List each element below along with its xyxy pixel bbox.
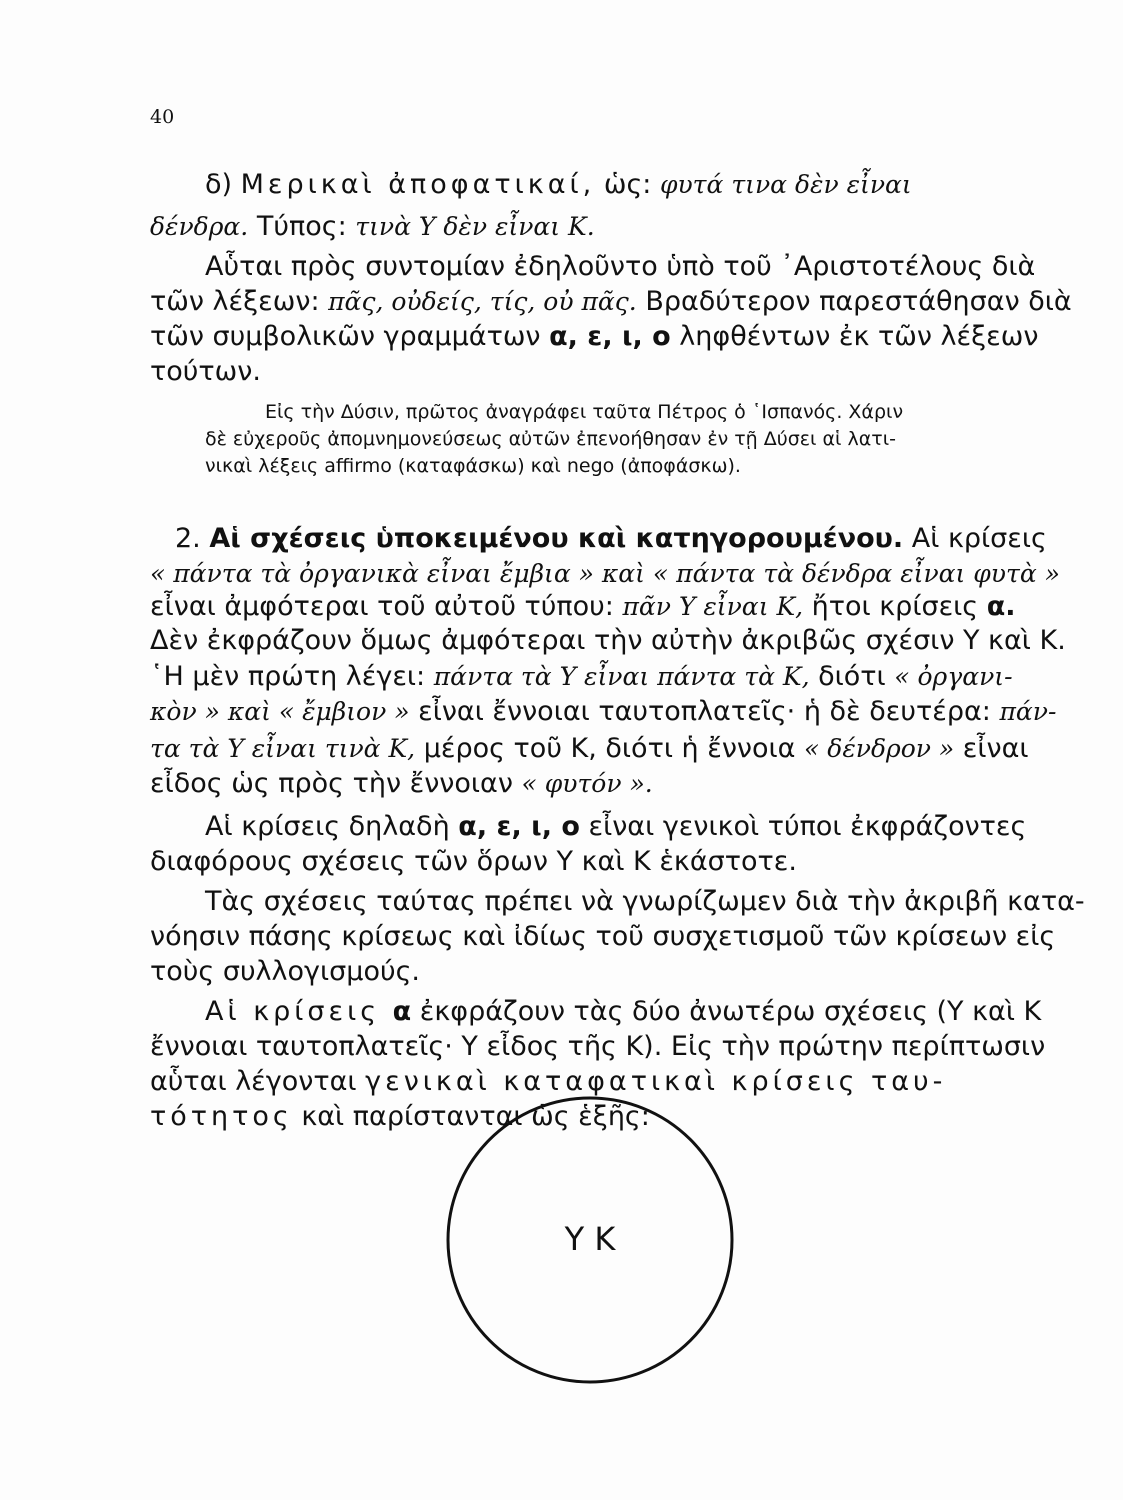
- section-2-line-10: διαφόρους σχέσεις τῶν ὅρων Υ καὶ Κ ἑκάστοτε.: [150, 846, 797, 877]
- s2-l3-c: ἤτοι κρίσεις: [803, 591, 987, 622]
- s2-l6-a: κὸν » καὶ « ἔμβιον »: [150, 697, 410, 726]
- sec-d-example-end: δένδρα.: [150, 212, 249, 241]
- section-2-line-11: Τὰς σχέσεις ταύτας πρέπει νὰ γνωρίζωμεν διὰ τὴν ἀκριβῆ κατα-: [205, 886, 1085, 917]
- sec-d-term: Μερικαὶ ἀποφατικαί,: [240, 169, 596, 200]
- s2-l16-b: γενικαὶ καταφατικαὶ κρίσεις ταυ-: [365, 1066, 947, 1097]
- section-2-line-5: [150, 660, 1013, 694]
- section-2-start: Αἱ κρίσεις: [903, 523, 1047, 554]
- aristotle-line-1: Αὗται πρὸς συντομίαν ἐδηλοῦντο ὑπὸ τοῦ ᾿Αριστοτέλους διὰ: [205, 251, 1036, 282]
- s2-l7-c: « δένδρον »: [804, 734, 955, 763]
- s2-l9-a: Αἱ κρίσεις δηλαδὴ: [205, 811, 459, 842]
- section-2-title: Αἱ σχέσεις ὑποκειμένου καὶ κατηγορουμένου.: [209, 523, 904, 554]
- s2-l9-c: εἶναι γενικοὶ τύποι ἐκφράζοντες: [579, 811, 1027, 842]
- s2-l9-b: α, ε, ι, ο: [458, 811, 580, 842]
- aristotle-line-2: [150, 285, 1072, 319]
- s2-l17-a: τότητος: [150, 1101, 293, 1132]
- aristotle-symbols-intro: τῶν συμβολικῶν γραμμάτων: [150, 321, 550, 352]
- s2-l7-a: τα τὰ Υ εἶναι τινὰ Κ,: [150, 734, 416, 763]
- sec-d-label: δ): [205, 169, 241, 200]
- sec-d-type-label: Τύπος:: [248, 211, 356, 242]
- aristotle-line-4: τούτων.: [150, 356, 261, 387]
- section-2-line-12: νόησιν πάσης κρίσεως καὶ ἰδίως τοῦ συσχετισμοῦ τῶν κρίσεων εἰς: [150, 921, 1056, 952]
- s2-l17-b: καὶ παρίστανται ὡς ἑξῆς:: [292, 1101, 650, 1132]
- s2-l6-b: εἶναι ἔννοιαι ταυτοπλατεῖς· ἡ δὲ δευτέρα:: [409, 696, 1000, 727]
- aristotle-symbols-source: ληφθέντων ἐκ τῶν λέξεων: [670, 321, 1039, 352]
- section-2-line-9: [205, 810, 1026, 844]
- s2-l7-d: εἶναι: [954, 733, 1029, 764]
- s2-l5-a: ῾Η μὲν πρώτη λέγει:: [150, 661, 434, 692]
- section-2-line-2: « πάντα τὰ ὀργανικὰ εἶναι ἔμβια » καὶ « πάντα τὰ δένδρα εἶναι φυτὰ »: [150, 559, 1060, 588]
- sec-d-line-1: [205, 168, 912, 202]
- aristotle-words-intro: τῶν λέξεων:: [150, 286, 329, 317]
- section-2-number: 2.: [175, 523, 210, 554]
- page-number: 40: [150, 106, 175, 128]
- section-2-line-6: [150, 695, 1056, 729]
- sec-d-type: τινὰ Υ δὲν εἶναι Κ.: [355, 212, 595, 241]
- aristotle-symbols: α, ε, ι, ο: [549, 321, 671, 352]
- section-2-line-7: [150, 732, 1029, 766]
- section-2-line-4: Δὲν ἐκφράζουν ὅμως ἀμφότεραι τὴν αὐτὴν ἀκριβῶς σχέσιν Υ καὶ Κ.: [150, 625, 1066, 656]
- section-2-line-3: [150, 590, 1016, 624]
- s2-l3-a: εἶναι ἀμφότεραι τοῦ αὐτοῦ τύπου:: [150, 591, 623, 622]
- s2-l8-a: εἶδος ὡς πρὸς τὴν ἔννοιαν: [150, 768, 522, 799]
- s2-l3-d: α.: [986, 591, 1016, 622]
- s2-l5-b: πάντα τὰ Υ εἶναι πάντα τὰ Κ,: [433, 662, 810, 691]
- diagram-label: Υ Κ: [564, 1220, 616, 1258]
- s2-l5-c: διότι: [809, 661, 895, 692]
- s2-l14-c: ἐκφράζουν τὰς δύο ἀνωτέρω σχέσεις (Υ καὶ Κ: [411, 996, 1042, 1027]
- sec-d-line-2: [150, 210, 595, 244]
- identity-circle-diagram: [440, 1090, 740, 1390]
- s2-l14-b: α: [392, 996, 412, 1027]
- s2-l6-c: πάν-: [999, 697, 1057, 726]
- s2-l16-a: αὗται λέγονται: [150, 1066, 366, 1097]
- section-2-line-15: ἔννοιαι ταυτοπλατεῖς· Υ εἶδος τῆς Κ). Εἰς τὴν πρώτην περίπτωσιν: [150, 1031, 1046, 1062]
- aristotle-line-3: [150, 320, 1038, 354]
- s2-l7-b: μέρος τοῦ Κ, διότι ἡ ἔννοια: [415, 733, 805, 764]
- sec-d-as: ὡς:: [595, 169, 660, 200]
- footnote-line-2: δὲ εὐχεροῦς ἀπομνημονεύσεως αὐτῶν ἐπενοήθησαν ἐν τῇ Δύσει αἱ λατι-: [205, 428, 897, 450]
- aristotle-words: πᾶς, οὐδείς, τίς, οὐ πᾶς.: [328, 287, 637, 316]
- s2-l8-b: « φυτόν ».: [521, 769, 653, 798]
- section-2-line-13: τοὺς συλλογισμούς.: [150, 956, 421, 987]
- s2-l3-b: πᾶν Υ εἶναι Κ,: [622, 592, 804, 621]
- aristotle-later: Βραδύτερον παρεστάθησαν διὰ: [636, 286, 1072, 317]
- section-2-line-8: [150, 767, 653, 801]
- section-2-heading: [175, 522, 1047, 556]
- s2-l5-d: « ὀργανι-: [894, 662, 1013, 691]
- s2-l14-a: Αἱ κρίσεις: [205, 996, 393, 1027]
- sec-d-example: φυτά τινα δὲν εἶναι: [659, 170, 912, 199]
- footnote-line-3: νικαὶ λέξεις affirmo (καταφάσκω) καὶ nego (ἀποφάσκω).: [205, 455, 741, 477]
- section-2-line-14: [205, 995, 1041, 1029]
- footnote-line-1: Εἰς τὴν Δύσιν, πρῶτος ἀναγράφει ταῦτα Πέτρος ὁ ῾Ισπανός. Χάριν: [265, 401, 904, 423]
